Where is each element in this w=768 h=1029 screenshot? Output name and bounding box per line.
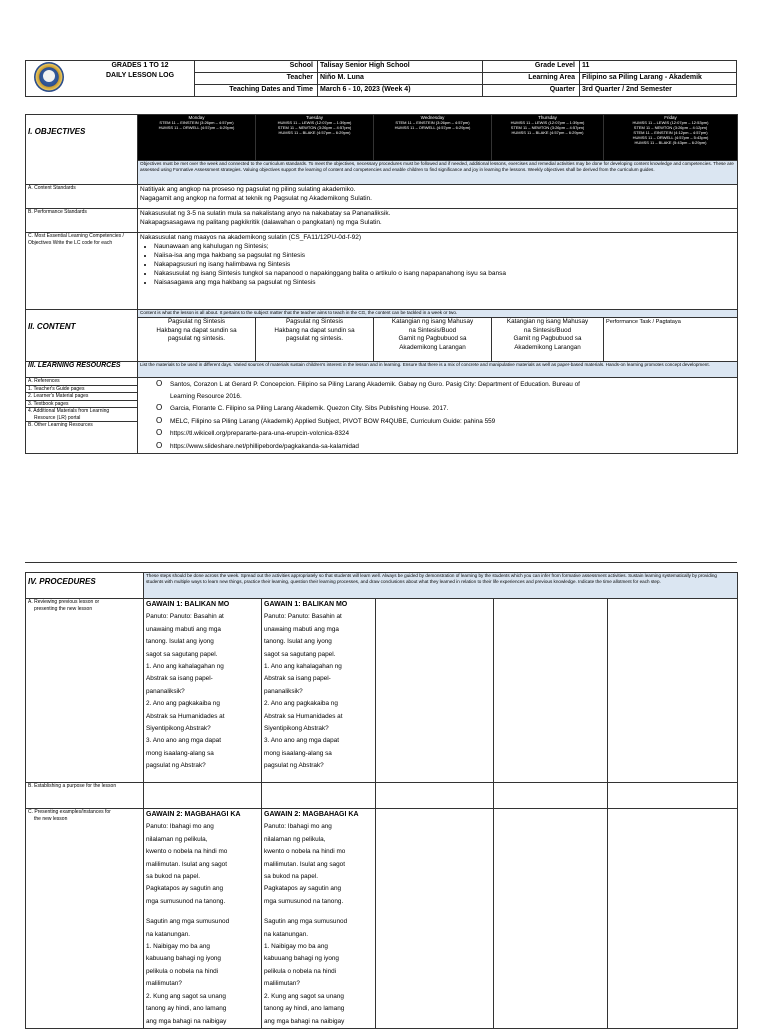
day-friday: Friday HUMSS 11 – LEWIS (12:07pm – 12:53pm) STEM 11 – NEWTON (3:26pm – 4:12pm) STEM 11 – EINSTEIN (4:12pm – 4:57pm) HUMSS 11 – ORWELL (4:57pm – 5:43pm) HUMSS 11 – BLAKE (5:43pm – 6:29pm) [604,115,738,161]
procedures-title: IV. PROCEDURES [26,573,144,599]
resource-link[interactable]: O https://www.slideshare.net/phillipeborde/pagkakanda-sa-kalamidad [156,440,359,450]
resources-labels [26,378,138,454]
content-cell-tuesday: Pagsulat ng Sintesis Hakbang na dapat sundin sa pagsulat ng sintesis. [256,318,374,362]
additional-materials-label: 4. Additional Materials from Learning [28,408,110,414]
dll-main-table [25,114,738,454]
procedures-table [25,572,738,1029]
content-standards-label: A. Content Standards [26,185,138,209]
school-value: Talisay Senior High School [318,61,483,73]
grade-level-value: 11 [580,61,737,73]
empty-cell [608,783,738,809]
empty-cell [494,783,608,809]
resources-list [138,378,738,454]
empty-cell [376,599,494,783]
quarter-value: 3rd Quarter / 2nd Semester [580,85,737,97]
dates-value: March 6 - 10, 2023 (Week 4) [318,85,483,97]
learning-area-value: Filipino sa Piling Larang - Akademik [580,73,737,85]
gawain2-monday: GAWAIN 2: MAGBAHAGI KA Panuto: Ibahagi mo ang nilalaman ng pelikula, kwento o nobela na hindi mo malilimutan. Isulat ang sagot sa bukod na papel. Pagkatapos ay sagutin ang mga sumusunod na tanong. Sagutin ang mga sumusunod na katanungan. 1. Naibigay mo ba ang kabuuang bahagi ng iyong pelikula o nobela na hindi malilimutan? 2. Kung ang sagot sa unang tanong ay hindi, ano lamang ang mga bahagi na naibigay [144,809,262,1029]
content-cell-wednesday: Katangian ng isang Mahusay na Sintesis/Buod Gamit ng Pagbubuod sa Akademikong Larangan [374,318,492,362]
content-cell-thursday: Katangian ng isang Mahusay na Sintesis/Buod Gamit ng Pagbubuod sa Akademikong Larangan [492,318,604,362]
gawain1-tuesday: GAWAIN 1: BALIKAN MO Panuto: Panuto: Basahin at unawaing mabuti ang mga tanong. Isulat ang iyong sagot sa sagutang papel. 1. Ano ang kahalagahan ng Abstrak sa isang papel- pananaliksik? 2. Ano ang pagkakaiba ng Abstrak sa Humanidades at Siyentipikong Abstrak? 3. Ano ano ang mga dapat mong isaalang-alang sa pagsulat ng Abstrak? [262,599,376,783]
header-title [86,61,195,97]
day-tuesday: Tuesday HUMSS 11 – LEWIS (12:07pm – 1:39pm) STEM 11 – NEWTON (3:26pm – 4:57pm) HUMSS 11 – BLAKE (4:57pm – 6:29pm) [256,115,374,161]
day-thursday: Thursday HUMSS 11 – LEWIS (12:07pm – 1:39pm) STEM 11 – NEWTON (3:26pm – 4:57pm) HUMSS 11 – BLAKE (4:57pm – 6:29pm) [492,115,604,161]
log-title: DAILY LESSON LOG [105,72,175,79]
teacher-label: Teacher [195,73,318,85]
empty-cell [494,599,608,783]
objectives-title: I. OBJECTIVES [26,115,138,185]
gawain1-monday: GAWAIN 1: BALIKAN MO Panuto: Panuto: Basahin at unawaing mabuti ang mga tanong. Isulat ang iyong sagot sa sagutang papel. 1. Ano ang kahalagahan ng Abstrak sa isang papel- pananaliksik? 2. Ano ang pagkakaiba ng Abstrak sa Humanidades at Siyentipikong Abstrak? 3. Ano ano ang mga dapat mong isaalang-alang sa pagsulat ng Abstrak? [144,599,262,783]
learning-area-label: Learning Area [483,73,580,85]
resource-item: O Garcia, Florante C. Filipino sa Piling Larang Akademik. Quezon City. Sibs Publishing House. 2017. [156,403,449,412]
reviewing-label: A. Reviewing previous lesson or presenting the new lesson [26,599,144,783]
resource-item: O Santos, Corazon L at Gerard P. Concepcion. Filipino sa Piling Larang Akademik. Gabay ng Guro. Pasig City: Department of Education. Bureau of [156,379,580,388]
resource-item-cont: Learning Resource 2016. [170,392,242,400]
learners-material-label: 2. Learner's Material pages [26,393,137,401]
content-cell-monday: Pagsulat ng Sintesis Hakbang na dapat sundin sa pagsulat ng sintesis. [138,318,256,362]
resource-link[interactable]: O https://tl.wikicell.org/prepararte-para-una-erupcin-volcnica-8324 [156,428,350,437]
empty-cell [376,809,494,1029]
competency-item: • Naiisa-isa ang mga hakbang sa pagsulat ng Sintesis [154,251,735,260]
school-label: School [195,61,318,73]
performance-standards-label: B. Performance Standards [26,209,138,233]
empty-cell [262,783,376,809]
grade-title: GRADES 1 TO 12 [111,62,169,69]
content-title: II. CONTENT [26,310,138,362]
competency-item: • Nakasusulat ng isang Sintesis tungkol sa napanood o napakinggang balita o artikulo o isang napapanahong isyu sa bansa [154,269,735,278]
competency-list [140,242,735,287]
empty-cell [144,783,262,809]
competency-main: Nakasusulat nang maayos na akademikong sulatin (CS_FA11/12PU-0d-f-92) [140,234,361,241]
resources-note: List the materials to be used in different days. Varied sources of materials sustain children's interest in the lesson and in learning. Ensure that there is a mix of concrete and manipulative materials as well as paper-based materials. Hands-on learning promotes concept development. [138,362,738,378]
performance-standards: Nakasusulat ng 3-5 na sulatin mula sa nakalistang anyo na nakabatay sa Pananaliksik. Nakapagsasagawa ng palitang pagkikritik (dalawahan o pangkatan) ng mga Sulatin. [138,209,738,233]
textbook-pages-label: 3. Textbook pages [26,401,137,409]
lr-portal-label: Resource (LR) portal [26,415,137,423]
empty-cell [608,599,738,783]
page-divider [25,562,737,563]
teachers-guide-label: 1. Teacher's Guide pages [26,386,137,394]
content-note: Content is what the lesson is all about. It pertains to the subject matter that the teacher aims to teach in the CG, the content can be tackled in a week or two. [138,310,738,318]
header-table [25,60,737,97]
teacher-value: Niño M. Luna [318,73,483,85]
objectives-note: Objectives must be met over the week and connected to the curriculum standards. To meet the objectives, necessary procedures must be followed and if needed, additional lessons, exercises and remedial activities may be done for developing content knowledge and competencies. These are assessed using Formative Assessment strategies. Valuing objectives support the learning of content and competencies and enable children to find significance and joy in learning the lessons. Weekly objectives shall be derived from the curriculum guides. [138,161,738,185]
day-wednesday: Wednesday STEM 11 – EINSTEIN (3:26pm – 4:57pm) HUMSS 11 – ORWELL (4:57pm – 6:29pm) [374,115,492,161]
dates-label: Teaching Dates and Time [195,85,318,97]
content-standards: Natitiyak ang angkop na proseso ng pagsulat ng piling sulating akademiko. Nagagamit ang angkop na format at teknik ng Pagsulat ng Akademikong Sulatin. [138,185,738,209]
competencies-label: C. Most Essential Learning Competencies / Objectives Write the LC code for each [26,233,138,310]
resources-title: III. LEARNING RESOURCES [26,362,138,378]
presenting-examples-label: C. Presenting examples/instances for the new lesson [26,809,144,1029]
other-resources-label: B. Other Learning Resources [28,422,93,428]
empty-cell [494,809,608,1029]
resource-item: O MELC, Filipino sa Piling Larang (Akademik) Applied Subject, PIVOT BOW R4QUBE, Curriculum Guide: pahina 559 [156,415,496,425]
gawain2-tuesday: GAWAIN 2: MAGBAHAGI KA Panuto: Ibahagi mo ang nilalaman ng pelikula, kwento o nobela na hindi mo malilimutan. Isulat ang sagot sa bukod na papel. Pagkatapos ay sagutin ang mga sumusunod na tanong. Sagutin ang mga sumusunod na katanungan. 1. Naibigay mo ba ang kabuuang bahagi ng iyong pelikula o nobela na hindi malilimutan? 2. Kung ang sagot sa unang tanong ay hindi, ano lamang ang mga bahagi na naibigay [262,809,376,1029]
references-label: A. References [26,378,137,386]
procedures-note: These steps should be done across the week. Spread out the activities appropriately so that students will learn well. Always be guided by demonstration of learning by the students which you can infer from formative assessment activities. Sustain learning systematically by providing students with multiple ways to learn new things, practice their learning, question their learning processes, and draw conclusions about what they learned in relation to their life experiences and previous knowledge. Indicate the time allotment for each step. [144,573,738,599]
empty-cell [608,809,738,1029]
competencies [138,233,738,310]
content-cell-friday: Performance Task / Pagtataya [604,318,738,362]
competency-item: • Naunawaan ang kahulugan ng Sintesis; [154,242,735,251]
day-monday: Monday STEM 11 – EINSTEIN (3:26pm – 4:57pm) HUMSS 11 – ORWELL (4:57pm – 6:29pm) [138,115,256,161]
competency-item: • Nakapagsusuri ng isang halimbawa ng Sintesis [154,260,735,269]
empty-cell [376,783,494,809]
establishing-purpose-label: B. Establishing a purpose for the lesson [26,783,144,809]
competency-item: • Naisasagawa ang mga hakbang sa pagsulat ng Sintesis [154,278,735,287]
grade-level-label: Grade Level [483,61,580,73]
quarter-label: Quarter [483,85,580,97]
